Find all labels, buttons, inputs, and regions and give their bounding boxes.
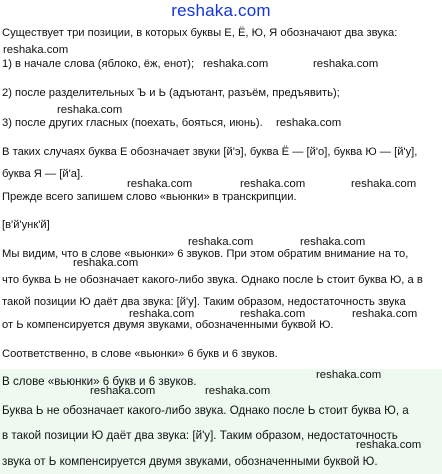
watermark: reshaka.com — [356, 439, 422, 451]
watermark: reshaka.com — [316, 369, 382, 381]
watermark: reshaka.com — [73, 257, 139, 269]
watermark: reshaka.com — [127, 178, 193, 190]
text-line-4: 3) после других гласных (поехать, бояться, июнь). — [2, 117, 263, 129]
text-line-7: Прежде всего запишем слово «вьюнки» в транскрипции. — [2, 191, 297, 203]
watermark: reshaka.com — [205, 385, 271, 397]
watermark: reshaka.com — [276, 117, 342, 129]
answer-line-4: звука от Ь компенсируется двумя звуками, обозначенными буквой Ю. — [2, 455, 378, 468]
watermark: reshaka.com — [313, 58, 379, 70]
answer-line-2: Буква Ь не обозначает какого-либо звука. Однако после Ь стоит буква Ю, а — [2, 404, 409, 417]
text-line-6: буква Я — [й'а]. — [2, 168, 84, 180]
watermark: reshaka.com — [90, 385, 156, 397]
text-line-11: от Ь компенсируется двумя звуками, обозначенными буквой Ю. — [2, 319, 334, 331]
answer-line-3: в такой позиции Ю даёт два звука: [й'у]. Таким образом, недостаточность — [2, 429, 398, 442]
watermark: reshaka.com — [57, 104, 123, 116]
watermark: reshaka.com — [352, 308, 418, 320]
watermark: reshaka.com — [203, 58, 269, 70]
watermark: reshaka.com — [188, 236, 254, 248]
watermark: reshaka.com — [351, 178, 417, 190]
text-line-9: что буква Ь не обозначает какого-либо звука. Однако после Ь стоит буква Ю, а в — [2, 274, 423, 286]
watermark: reshaka.com — [240, 178, 306, 190]
text-line-2: 1) в начале слова (яблоко, ёж, енот); — [2, 58, 195, 70]
watermark: reshaka.com — [300, 236, 366, 248]
text-line-1: Существует три позиции, в которых буквы Е, Ё, Ю, Я обозначают два звука: — [2, 27, 398, 39]
watermark: reshaka.com — [129, 308, 195, 320]
site-logo[interactable]: reshaka.com — [171, 1, 271, 20]
answer-box — [0, 369, 442, 474]
text-line-3: 2) после разделительных Ъ и Ь (адъютант, разъём, предъявить); — [2, 87, 340, 99]
watermark: reshaka.com — [3, 44, 69, 56]
answer-line-1: В слове «вьюнки» 6 букв и 6 звуков. — [2, 375, 197, 388]
text-line-5: В таких случаях буква Е обозначает звуки [й'э], буква Ё — [й'о], буква Ю — [й'у], — [2, 146, 418, 158]
watermark: reshaka.com — [240, 308, 306, 320]
transcription: [в'й'унк'й] — [2, 219, 50, 231]
text-line-12: Соответственно, в слове «вьюнки» 6 букв и 6 звуков. — [2, 348, 278, 360]
text-line-10: такой позиции Ю даёт два звука: [й'у]. Таким образом, недостаточность звука — [2, 296, 406, 308]
text-line-8: Мы видим, что в слове «вьюнки» 6 звуков. При этом обратим внимание на то, — [2, 248, 409, 260]
